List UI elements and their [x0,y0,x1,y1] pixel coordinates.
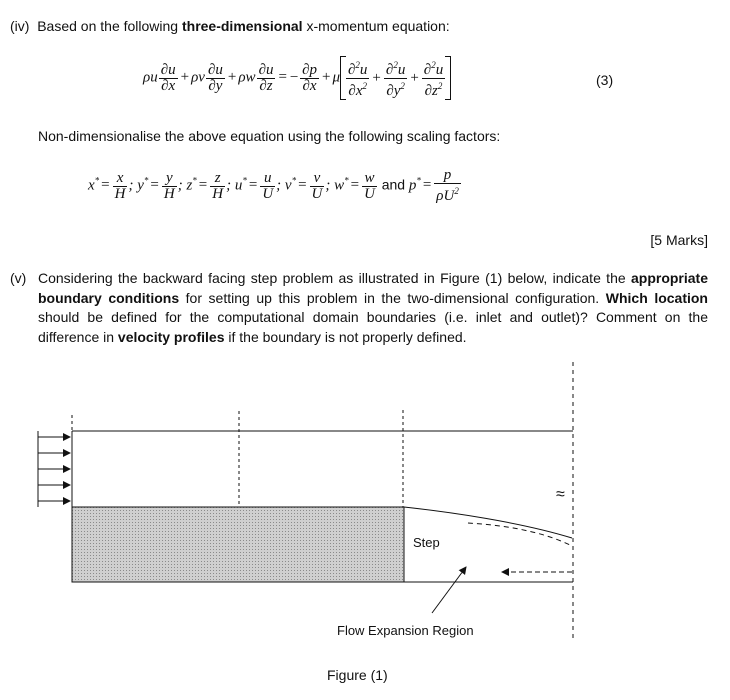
bold-term: Which location [605,289,708,306]
bold-term: three-dimensional [181,18,303,34]
equation-number: (3) [596,72,614,88]
question-v-text: Considering the backward facing step problem as illustrated in Figure (1) below, indicate the appropriate boundary conditions for setting up this problem in the two-dimensional configuration. Which location should be defined for the computational domain boundaries (i.e. inlet and outlet)? Comment on the difference in velocity profiles if the boundary is not properly defined. [38,270,708,345]
dashed-streamline [468,523,572,546]
marks-label: [5 Marks] [650,232,708,248]
expansion-pointer-arrow [432,567,466,613]
momentum-equation: ρu $\frac{\partial u}{\partial x}$ + ρv $\frac{\partial u}{\partial y}$ + ρw $\frac{\partial u}{\partial z}$ = − $\frac{\partial p}{\partial x}$ + μ $\frac{\partial^2u}{\partial x^2}$ + $\frac{\partial^2u}{\partial y^2}$ + $\frac{\partial^2u}{\partial z^2}$ [143,56,451,100]
bold-term: velocity profiles [117,328,225,345]
inlet-velocity-arrows [38,431,70,507]
and-word: and [381,176,406,193]
question-v-number: (v) [10,270,27,286]
step-label: Step [413,535,440,550]
approx-symbol: ≈ [556,486,565,503]
question-number: (iv) [10,18,30,34]
scaling-factors: x* = $\frac{x}{H}$ ; y* = $\frac{y}{H}$ ; z* = $\frac{z}{H}$ ; u* = $\frac{u}{U}$ ; v* = $\frac{v}{U}$ ; w* = $\frac{w}{U}$ and p* = $\frac{p}{\rho U^2}$ [88,167,459,204]
flow-expansion-label: Flow Expansion Region [337,623,474,638]
figure-caption: Figure (1) [327,667,388,683]
question-iv-intro: (iv) Based on the following three-dimensional x-momentum equation: [10,18,450,34]
shear-layer-curve [404,507,572,538]
nondim-instruction: Non-dimensionalise the above equation using the following scaling factors: [38,128,501,144]
step-block [72,507,404,582]
bold-term: appropriate boundary conditions [38,270,708,306]
